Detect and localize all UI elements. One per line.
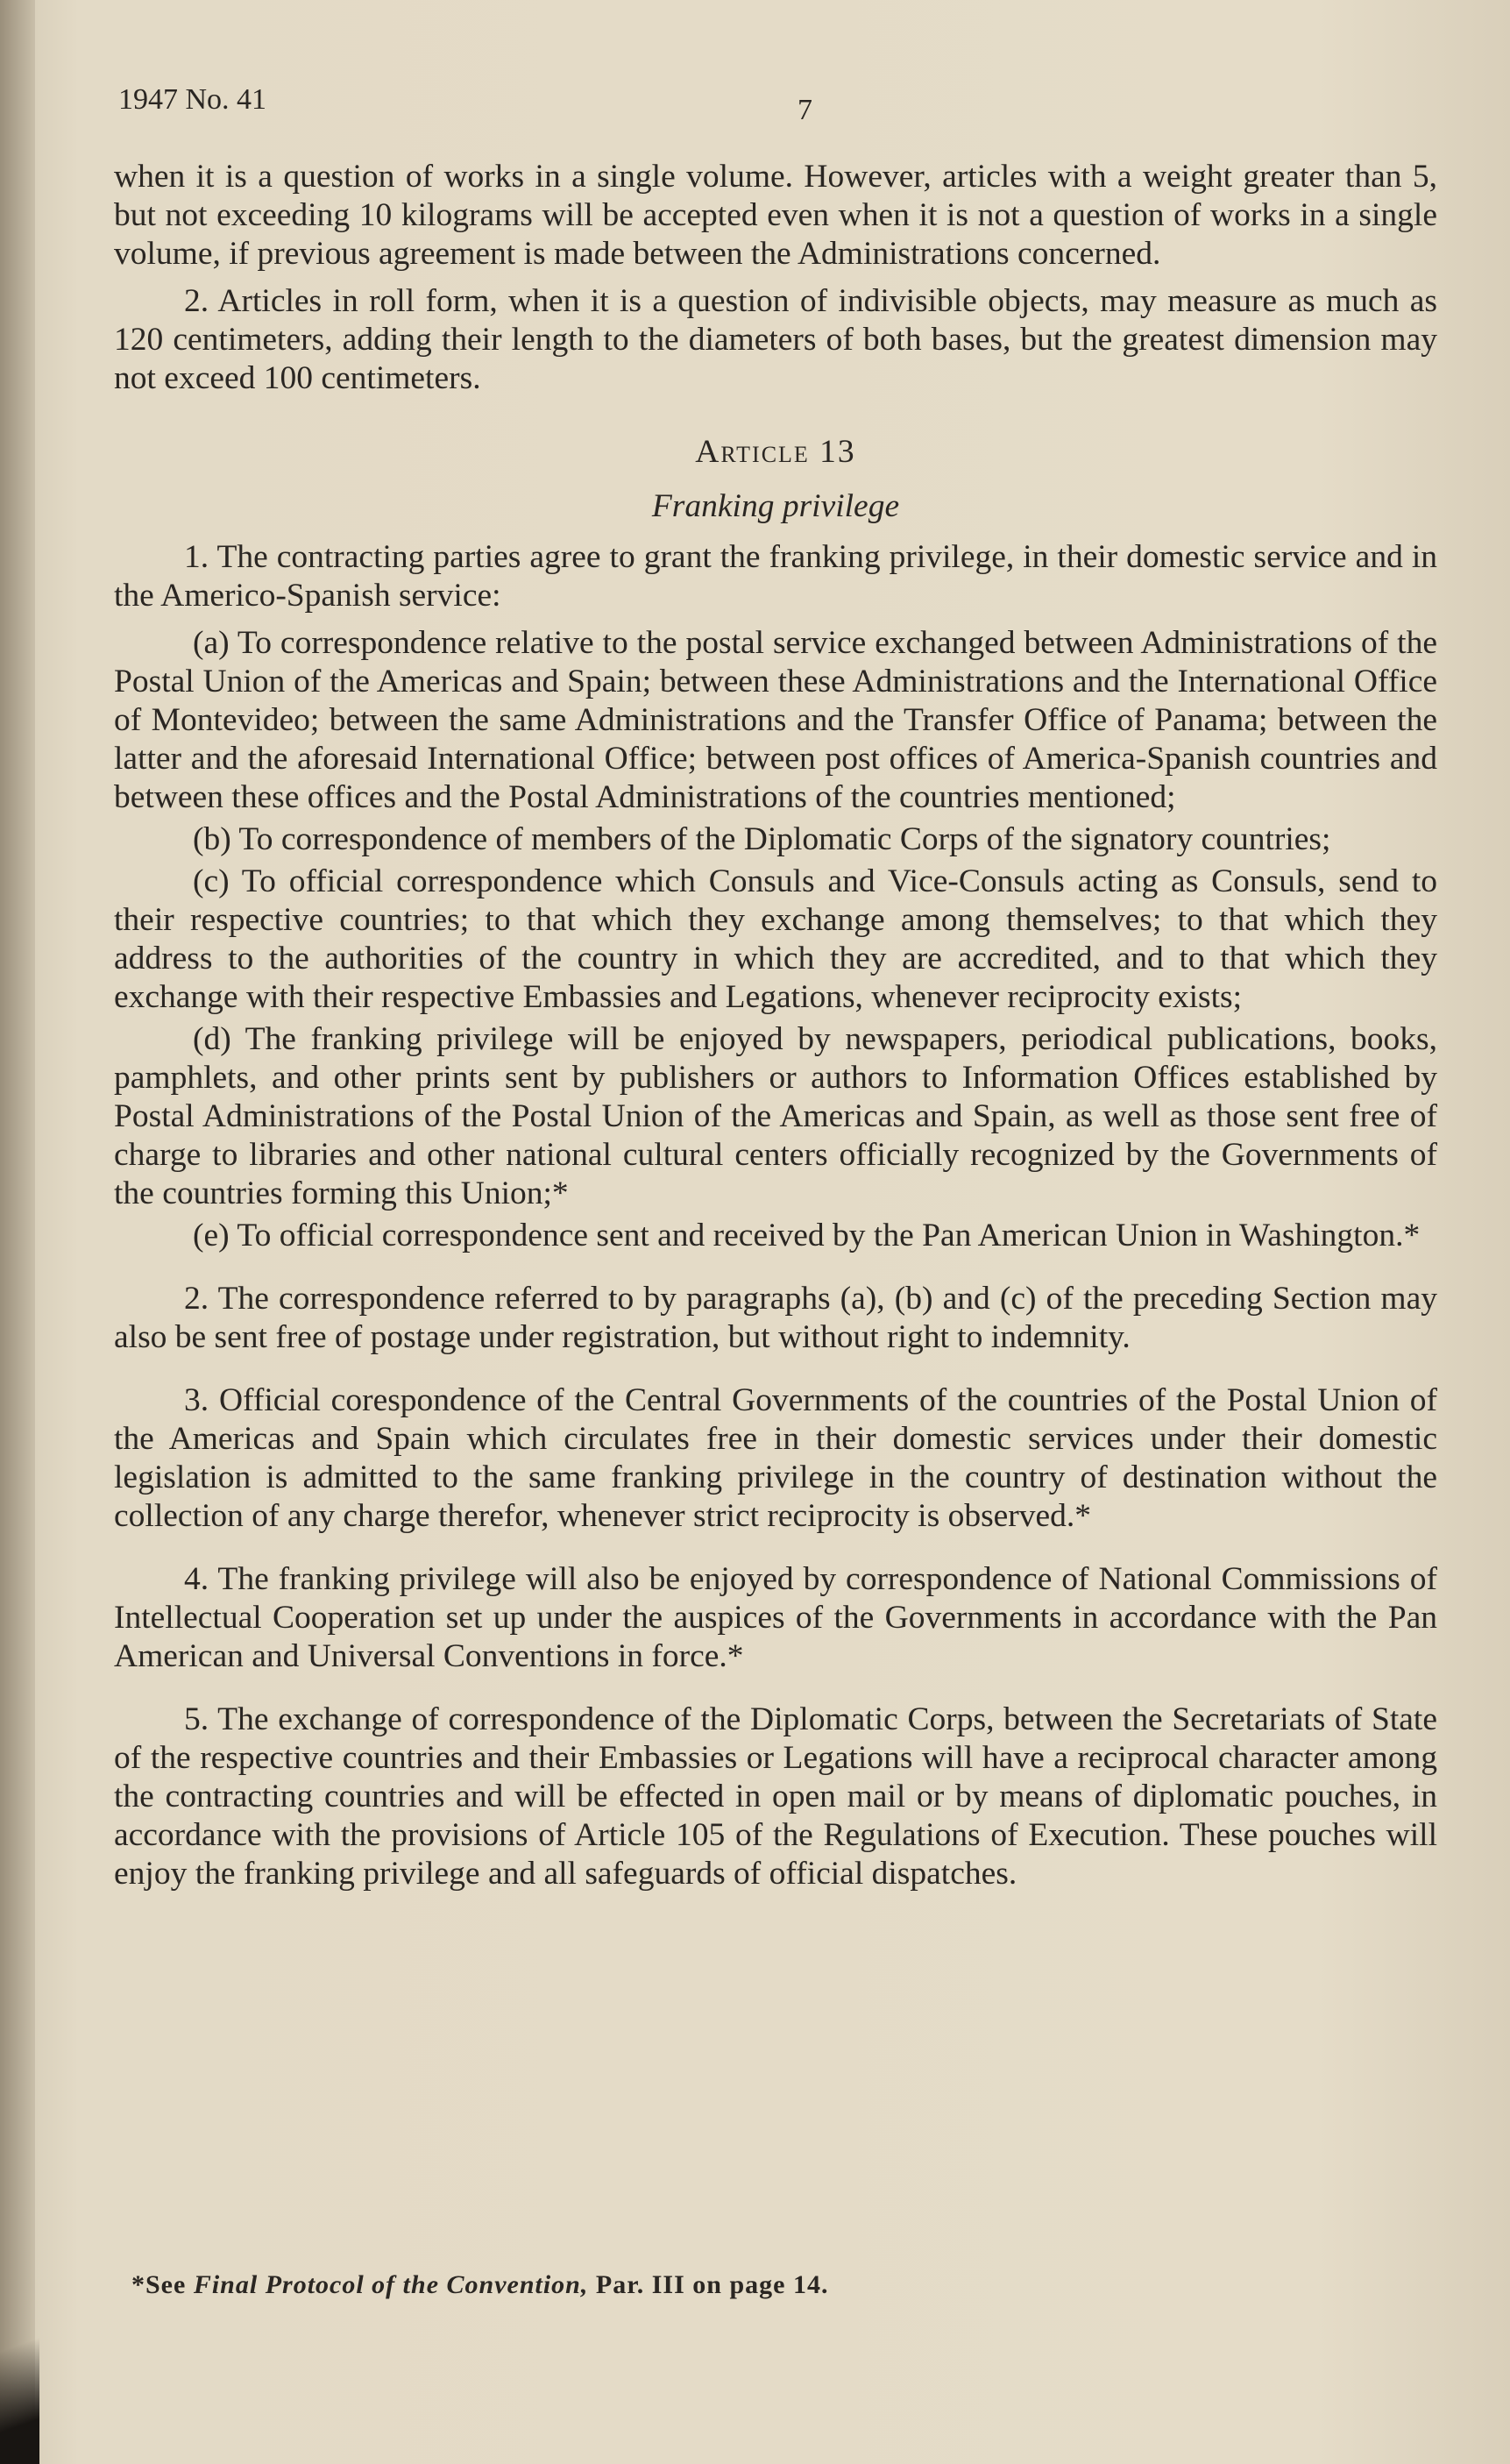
footnote-italic: Final Protocol of the Convention, [193,2270,589,2299]
book-gutter [0,0,35,2464]
paragraph-2: 2. Articles in roll form, when it is a question of indivisible objects, may measure as much as 120 centimeters, adding their length to the diameters of both bases, but the greatest dimension may not exceed 100 centimeters. [114,283,1437,396]
paragraph-continued: when it is a question of works in a single volume. However, articles with a weight greater than 5, but not exceeding 10 kilograms will be accepted even when it is not a question of works in a single volume, if previous agreement is made between the Administrations concerned. [114,159,1437,272]
section-1-item-b: (b) To correspondence of members of the Diplomatic Corps of the signatory countries; [193,821,1331,857]
section-2: 2. The correspondence referred to by paragraphs (a), (b) and (c) of the preceding Section may also be sent free of postage under registration, but without right to indemnity. [114,1281,1437,1355]
section-1-item-e: (e) To official correspondence sent and received by the Pan American Union in Washington.* [193,1218,1421,1253]
section-3: 3. Official corespondence of the Central Governments of the countries of the Postal Union of the Americas and Spain which circulates free in their domestic services under their domestic legislation is admitted to the same franking privilege in the country of destination without the collection of any charge therefor, whenever strict reciprocity is observed.* [114,1382,1437,1534]
section-1-item-d: (d) The franking privilege will be enjoyed by newspapers, periodical publications, books, pamphlets, and other prints sent by publishers or authors to Information Offices established by Postal Administrations of the Postal Union of the Americas and Spain, as well as those sent free of charge to libraries and other national cultural centers officially recognized by the Governments of the countries forming this Union;* [114,1021,1437,1211]
footnote-suffix: Par. III on page 14. [588,2270,829,2299]
section-4: 4. The franking privilege will also be enjoyed by correspondence of National Commissions of Intellectual Cooperation set up under the auspices of the Governments in accordance with the Pan American and Universal Conventions in force.* [114,1561,1437,1674]
footnote [131,2270,1271,2300]
body-text [114,158,1437,1902]
document-reference: 1947 No. 41 [118,83,267,116]
article-title: Article 13 [695,434,856,470]
section-1-item-c: (c) To official correspondence which Consuls and Vice-Consuls acting as Consuls, send to their respective countries; to that which they exchange among themselves; to that which they address to the authorities of the country in which they are accredited, and to that which they exchange with their respective Embassies and Legations, whenever reciprocity exists; [114,863,1437,1015]
section-1: 1. The contracting parties agree to grant the franking privilege, in their domestic service and in the Americo-Spanish service: [114,539,1437,614]
section-1-item-a: (a) To correspondence relative to the postal service exchanged between Administrations of the Postal Union of the Americas and Spain; between these Administrations and the International Office of Montevideo; between the same Administrations and the Transfer Office of Panama; between the latter and the aforesaid International Office; between post offices of America-Spanish countries and between these offices and the Postal Administrations of the countries mentioned; [114,625,1437,815]
footnote-prefix: *See [131,2270,194,2299]
section-5: 5. The exchange of correspondence of the Diplomatic Corps, between the Secretariats of State of the respective countries and their Embassies or Legations will have a reciprocal character among the contracting countries and will be effected in open mail or by means of diplomatic pouches, in accordance with the provisions of Article 105 of the Regulations of Execution. These pouches will enjoy the franking privilege and all safeguards of official dispatches. [114,1701,1437,1892]
page-number: 7 [798,94,812,126]
binding-shadow [0,2297,39,2464]
article-subtitle: Franking privilege [651,488,900,524]
